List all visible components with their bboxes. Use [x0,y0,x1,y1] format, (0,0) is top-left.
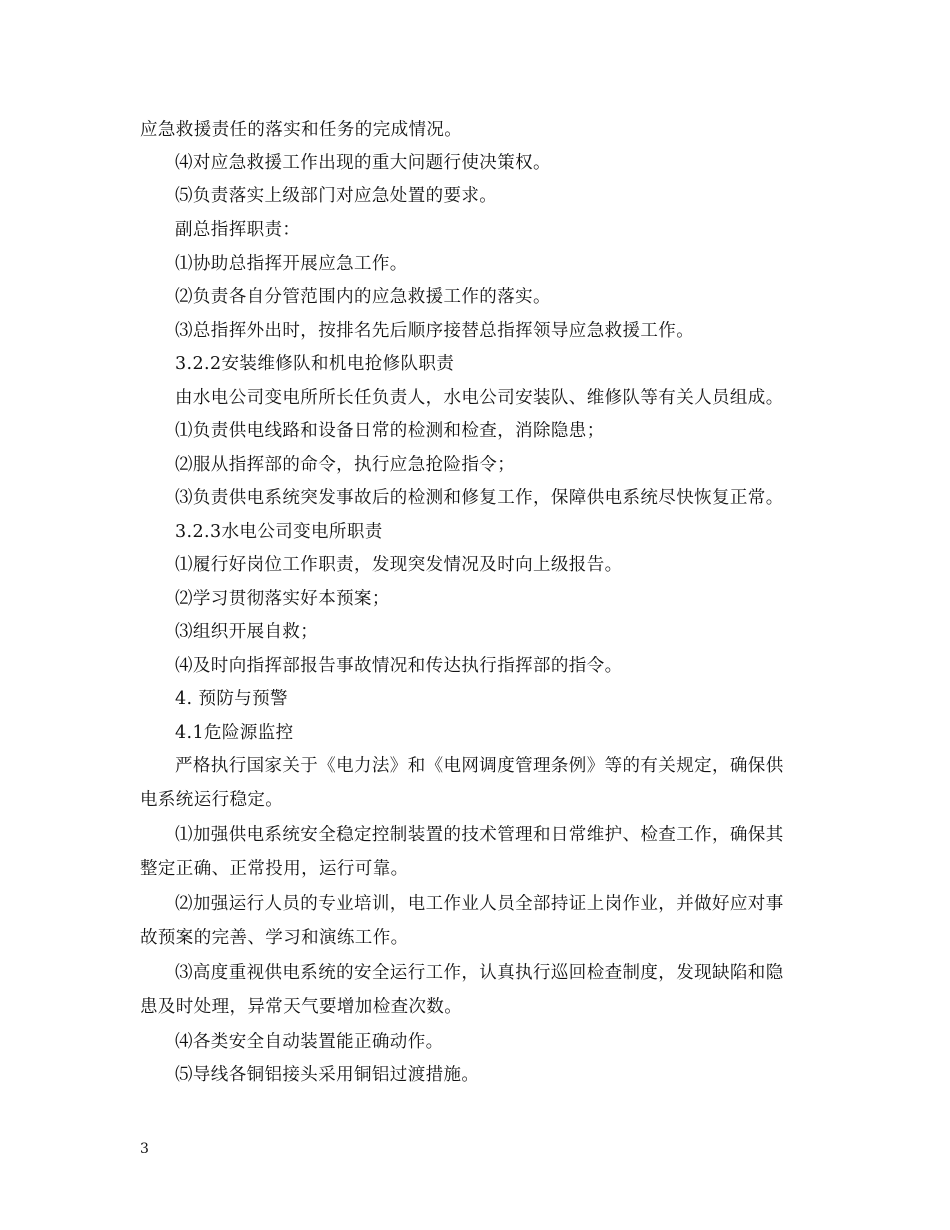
text-line: ⑷及时向指挥部报告事故情况和传达执行指挥部的指令。 [175,656,623,676]
text-line: ⑵学习贯彻落实好本预案； [175,589,390,609]
section-heading: 4. 预防与预警 [175,689,288,709]
text-line: ⑴加强供电系统安全稳定控制装置的技术管理和日常维护、检查工作，确保其 [175,825,784,845]
text-line: 由水电公司变电所所长任负责人，水电公司安装队、维修队等有关人员组成。 [175,388,784,408]
text-line: ⑴履行好岗位工作职责，发现突发情况及时向上级报告。 [175,555,623,575]
text-line: ⑶高度重视供电系统的安全运行工作，认真执行巡回检查制度，发现缺陷和隐 [175,963,784,983]
text-line: ⑶负责供电系统突发事故后的检测和修复工作，保障供电系统尽快恢复正常。 [175,488,784,508]
text-line: ⑵负责各自分管范围内的应急救援工作的落实。 [175,287,551,307]
text-line: ⑶总指挥外出时，按排名先后顺序接替总指挥领导应急救援工作。 [175,321,695,341]
text-line: 电系统运行稳定。 [140,790,284,810]
text-line: ⑸负责落实上级部门对应急处置的要求。 [175,186,498,206]
text-line: 故预案的完善、学习和演练工作。 [140,928,409,948]
text-line: ⑴协助总指挥开展应急工作。 [175,254,408,274]
section-heading: 4.1危险源监控 [175,723,294,743]
section-heading: 3.2.2安装维修队和机电抢修队职责 [175,354,455,374]
text-line: ⑵服从指挥部的命令，执行应急抢险指令； [175,455,516,475]
text-line: 整定正确、正常投用，运行可靠。 [140,859,409,879]
text-line: ⑶组织开展自救； [175,622,319,642]
section-heading: 3.2.3水电公司变电所职责 [175,522,383,542]
text-line: 严格执行国家关于《电力法》和《电网调度管理条例》等的有关规定，确保供 [175,756,784,776]
text-line: ⑸导线各铜铝接头采用铜铝过渡措施。 [175,1065,480,1085]
text-line: ⑴负责供电线路和设备日常的检测和检查，消除隐患； [175,421,605,441]
text-line: ⑷各类安全自动装置能正确动作。 [175,1032,444,1052]
text-line: 副总指挥职责： [175,220,301,240]
text-line: 应急救援责任的落实和任务的完成情况。 [140,120,463,140]
text-line: ⑷对应急救援工作出现的重大问题行使决策权。 [175,153,551,173]
text-line: ⑵加强运行人员的专业培训，电工作业人员全部持证上岗作业，并做好应对事 [175,894,784,914]
page-number: 3 [140,1141,149,1157]
text-line: 患及时处理，异常天气要增加检查次数。 [140,997,463,1017]
